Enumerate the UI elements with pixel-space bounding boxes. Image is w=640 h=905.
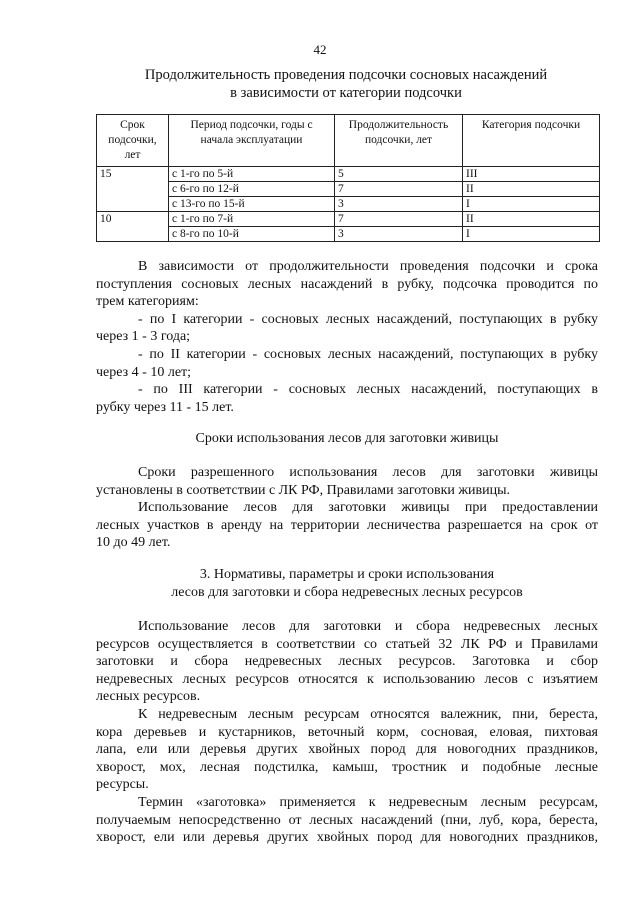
table-row — [97, 167, 600, 182]
cell-category: II — [463, 212, 600, 227]
section-heading-3-line-1: 3. Нормативы, параметры и сроки использования — [199, 567, 495, 582]
table-row — [97, 212, 600, 227]
cell-duration: 3 — [335, 227, 463, 242]
cell-period: с 1-го по 5-й — [169, 167, 335, 182]
cell-duration: 7 — [335, 212, 463, 227]
cell-category: I — [463, 227, 600, 242]
header-category: Категория подсочки — [463, 115, 600, 167]
cell-term: 15 — [97, 167, 169, 212]
cell-duration: 3 — [335, 197, 463, 212]
resin-terms-paragraph: Сроки разрешенного использования лесов для заготовки живицы установлены в соответствии с ЛК РФ, Правилами заготовки живицы. Использование лесов для заготовки живицы при предоставлении лесных участков в аренду на территории лесничества разрешается на срок от 10 до 49 лет. — [96, 465, 598, 551]
page-number: 42 — [313, 42, 327, 57]
header-duration: Продолжительность подсочки, лет — [335, 115, 463, 167]
tapping-table — [96, 114, 600, 242]
cell-period: с 8-го по 10-й — [169, 227, 335, 242]
cell-period: с 13-го по 15-й — [169, 197, 335, 212]
table-row — [97, 182, 600, 197]
table-row — [97, 227, 600, 242]
header-term: Срок подсочки, лет — [97, 115, 169, 167]
cell-category: II — [463, 182, 600, 197]
table-header-row — [97, 115, 600, 167]
table-title-line-2: в зависимости от категории подсочки — [230, 85, 462, 101]
cell-period: с 6-го по 12-й — [169, 182, 335, 197]
cell-category: III — [463, 167, 600, 182]
cell-duration: 7 — [335, 182, 463, 197]
tapping-categories-paragraph: В зависимости от продолжительности проведения подсочки и срока поступления сосновых лесных насаждений в рубку, подсочка проводится по трем категориям: - по I категории - сосновых лесных насаждений, поступающих в рубку через 1 - 3 года; - по II категории - сосновых лесных насаждений, поступающих в рубку через 4 - 10 лет; - по III категории - сосновых лесных насаждений, поступающих в рубку через 11 - 15 лет. — [96, 259, 598, 415]
cell-term: 10 — [97, 212, 169, 242]
non-timber-resources-paragraph: Использование лесов для заготовки и сбора недревесных лесных ресурсов осуществляется в соответствии со статьей 32 ЛК РФ и Правилами заготовки и сбора недревесных лесных ресурсов. Заготовка и сбор недревесных лесных ресурсов относятся к использованию лесов с изъятием лесных ресурсов. К недревесным лесным ресурсам относятся валежник, пни, береста, кора деревьев и кустарников, веточный корм, сосновая, еловая, пихтовая лапа, ели или деревья других хвойных пород для новогодних праздников, хворост, мох, лесная подстилка, камыш, тростник и подобные лесные ресурсы. Термин «заготовка» применяется к недревесным лесным ресурсам, получаемым непосредственно от лесных насаждений (пни, луб, кора, береста, хворост, ели или деревья других хвойных пород для новогодних праздников, — [96, 619, 598, 846]
section-heading-resin: Сроки использования лесов для заготовки живицы — [195, 431, 499, 446]
cell-duration: 5 — [335, 167, 463, 182]
header-period: Период подсочки, годы с начала эксплуатации — [169, 115, 335, 167]
cell-category: I — [463, 197, 600, 212]
section-heading-3-line-2: лесов для заготовки и сбора недревесных лесных ресурсов — [171, 585, 523, 600]
cell-period: с 1-го по 7-й — [169, 212, 335, 227]
table-title-line-1: Продолжительность проведения подсочки сосновых насаждений — [144, 67, 548, 83]
table-row — [97, 197, 600, 212]
